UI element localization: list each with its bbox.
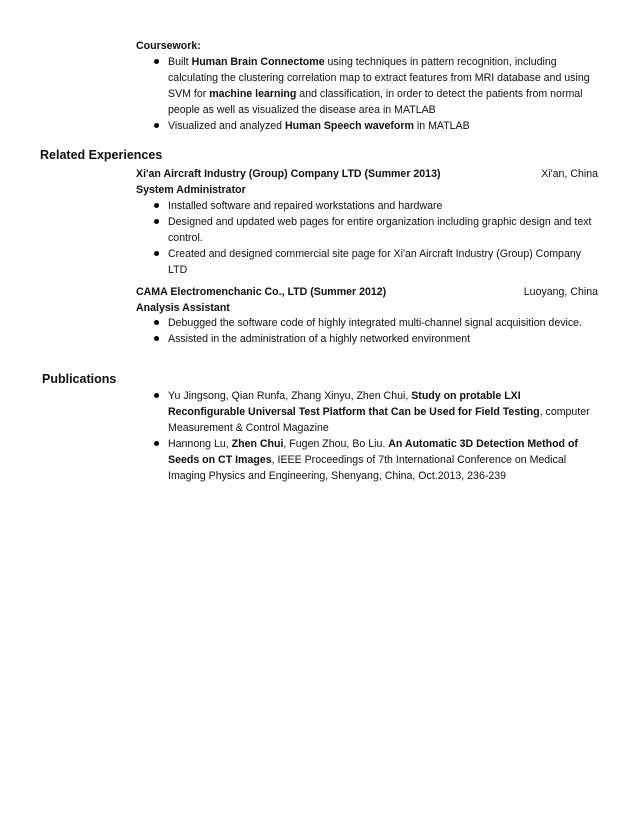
bullet-icon [154, 336, 159, 341]
job-1-location: Xi'an, China [541, 168, 598, 180]
job-1-item-1: Installed software and repaired workstations and hardware [168, 198, 598, 214]
job-1-role: System Administrator [136, 184, 246, 196]
job-2-location: Luoyang, China [523, 286, 598, 298]
coursework-heading: Coursework: [136, 40, 201, 52]
bullet-icon [154, 441, 159, 446]
job-1-company: Xi'an Aircraft Industry (Group) Company LTD (Summer 2013) [136, 168, 441, 180]
publication-item-2: Hannong Lu, Zhen Chui, Fugen Zhou, Bo Liu. An Automatic 3D Detection Method of Seeds on CT Images, IEEE Proceedings of 7th International Conference on Medical Imaging Physics and Engineering, Shenyang, China, Oct.2013, 236-239 [168, 436, 598, 484]
job-2-role: Analysis Assistant [136, 302, 230, 314]
coursework-item-2: Visualized and analyzed Human Speech waveform in MATLAB [168, 118, 598, 134]
bullet-icon [154, 393, 159, 398]
coursework-list [168, 54, 598, 134]
bullet-icon [154, 123, 159, 128]
job-1-list [168, 198, 598, 278]
job-1-item-2: Designed and updated web pages for entire organization including graphic design and text control. [168, 214, 598, 246]
bullet-icon [154, 251, 159, 256]
job-1-item-3: Created and designed commercial site page for Xi'an Aircraft Industry (Group) Company LTD [168, 246, 598, 278]
bullet-icon [154, 59, 159, 64]
bullet-icon [154, 219, 159, 224]
publications-list [168, 388, 598, 484]
bullet-icon [154, 320, 159, 325]
job-2-list [168, 315, 598, 347]
publication-item-1: Yu Jingsong, Qian Runfa, Zhang Xinyu, Zhen Chui, Study on protable LXI Reconfigurable Universal Test Platform that Can be Used for Field Testing, computer Measurement & Control Magazine [168, 388, 598, 436]
job-2-item-2: Assisted in the administration of a highly networked environment [168, 331, 598, 347]
bullet-icon [154, 203, 159, 208]
job-2-company: CAMA Electromenchanic Co., LTD (Summer 2012) [136, 286, 387, 298]
related-experiences-heading: Related Experiences [40, 148, 163, 162]
job-2-item-1: Debugged the software code of highly integrated multi-channel signal acquisition device. [168, 315, 598, 331]
coursework-item-1: Built Human Brain Connectome using techniques in pattern recognition, including calculating the clustering correlation map to extract features from MRI database and using SVM for machine learning and classification, in order to detect the patients from normal people as well as visualized the disease area in MATLAB [168, 54, 598, 118]
publications-heading: Publications [42, 372, 117, 386]
